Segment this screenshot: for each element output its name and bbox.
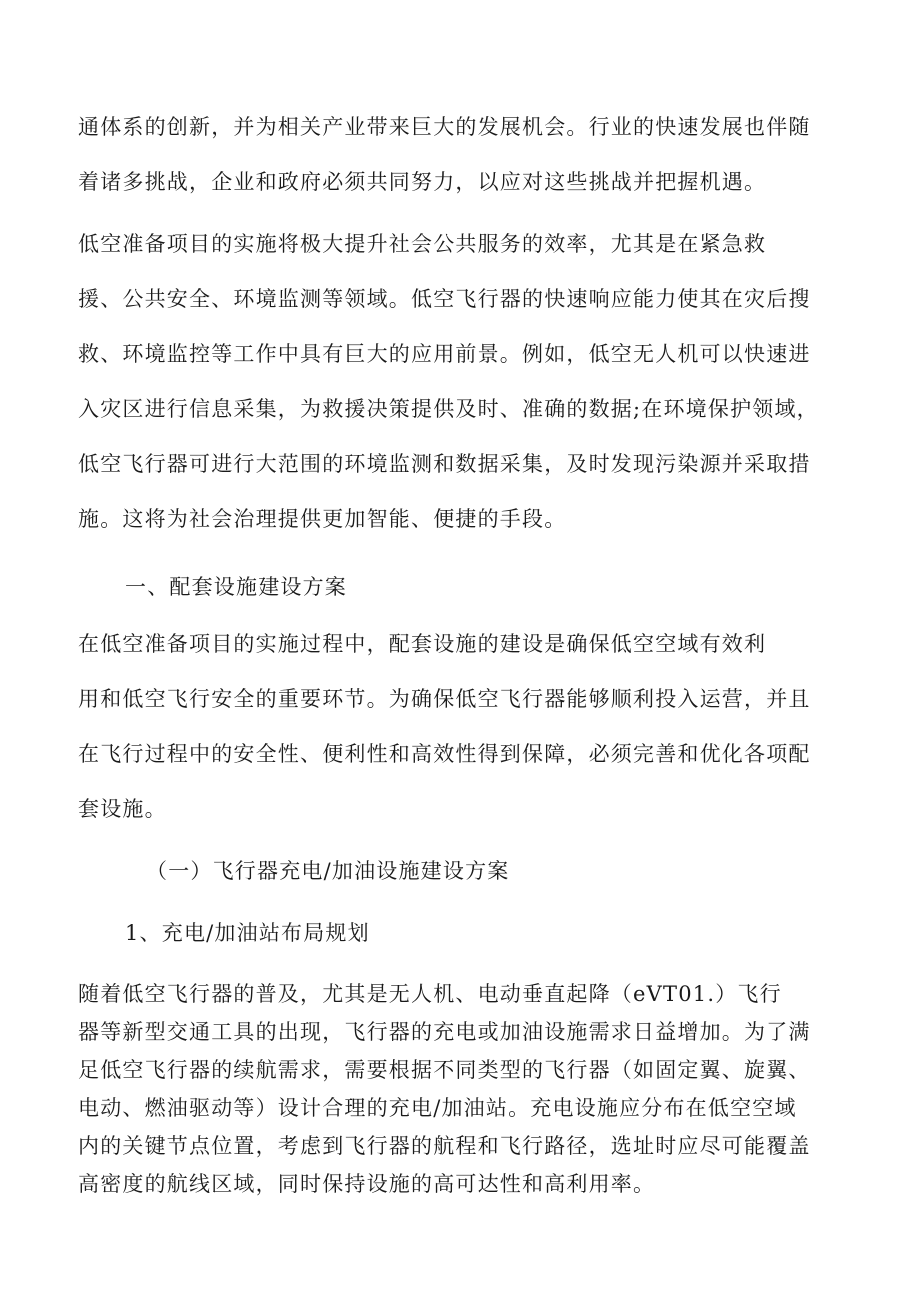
text-line: 用和低空飞行安全的重要环节。为确保低空飞行器能够顺利投入运营，并且 — [78, 687, 811, 711]
subsection-heading: （一）飞行器充电/加油设施建设方案 — [146, 859, 510, 883]
text-line: 低空准备项目的实施将极大提升社会公共服务的效率，尤其是在紧急救 — [78, 232, 767, 256]
text-line: 在飞行过程中的安全性、便利性和高效性得到保障，必须完善和优化各项配 — [78, 742, 811, 766]
text-line: 套设施。 — [78, 797, 167, 821]
paragraph-charging — [78, 975, 848, 1203]
text-line: 足低空飞行器的续航需求，需要根据不同类型的飞行器（如固定翼、旋翼、 — [78, 1058, 811, 1082]
text-line: 援、公共安全、环境监测等领域。低空飞行器的快速响应能力使其在灾后搜 — [78, 287, 811, 311]
text-line: 着诸多挑战，企业和政府必须共同努力，以应对这些挑战并把握机遇。 — [78, 170, 767, 194]
text-line: 器等新型交通工具的出现，飞行器的充电或加油设施需求日益增加。为了满 — [78, 1020, 811, 1044]
text-line: 内的关键节点位置，考虑到飞行器的航程和飞行路径，选址时应尽可能覆盖 — [78, 1134, 811, 1158]
text-line: 高密度的航线区域，同时保持设施的高可达性和高利用率。 — [78, 1172, 656, 1196]
text-line: 救、环境监控等工作中具有巨大的应用前景。例如，低空无人机可以快速进 — [78, 342, 811, 366]
text-line: 电动、燃油驱动等）设计合理的充电/加油站。充电设施应分布在低空空域 — [78, 1096, 797, 1120]
text-line: 入灾区进行信息采集，为救援决策提供及时、准确的数据;在环境保护领域， — [78, 397, 819, 421]
paragraph-intro-tail — [78, 100, 848, 210]
text-line: 在低空准备项目的实施过程中，配套设施的建设是确保低空空域有效利 — [78, 632, 767, 656]
paragraph-public-service — [78, 217, 848, 547]
item-heading: 1、充电/加油站布局规划 — [125, 921, 370, 945]
text-line: 低空飞行器可进行大范围的环境监测和数据采集，及时发现污染源并采取措 — [78, 452, 811, 476]
section-heading: 一、配套设施建设方案 — [125, 575, 347, 599]
paragraph-facilities — [78, 617, 848, 837]
text-line: 施。这将为社会治理提供更加智能、便捷的手段。 — [78, 507, 567, 531]
text-line: 通体系的创新，并为相关产业带来巨大的发展机会。行业的快速发展也伴随 — [78, 115, 811, 139]
text-line: 随着低空飞行器的普及，尤其是无人机、电动垂直起降（eVT01.）飞行 — [78, 982, 782, 1006]
